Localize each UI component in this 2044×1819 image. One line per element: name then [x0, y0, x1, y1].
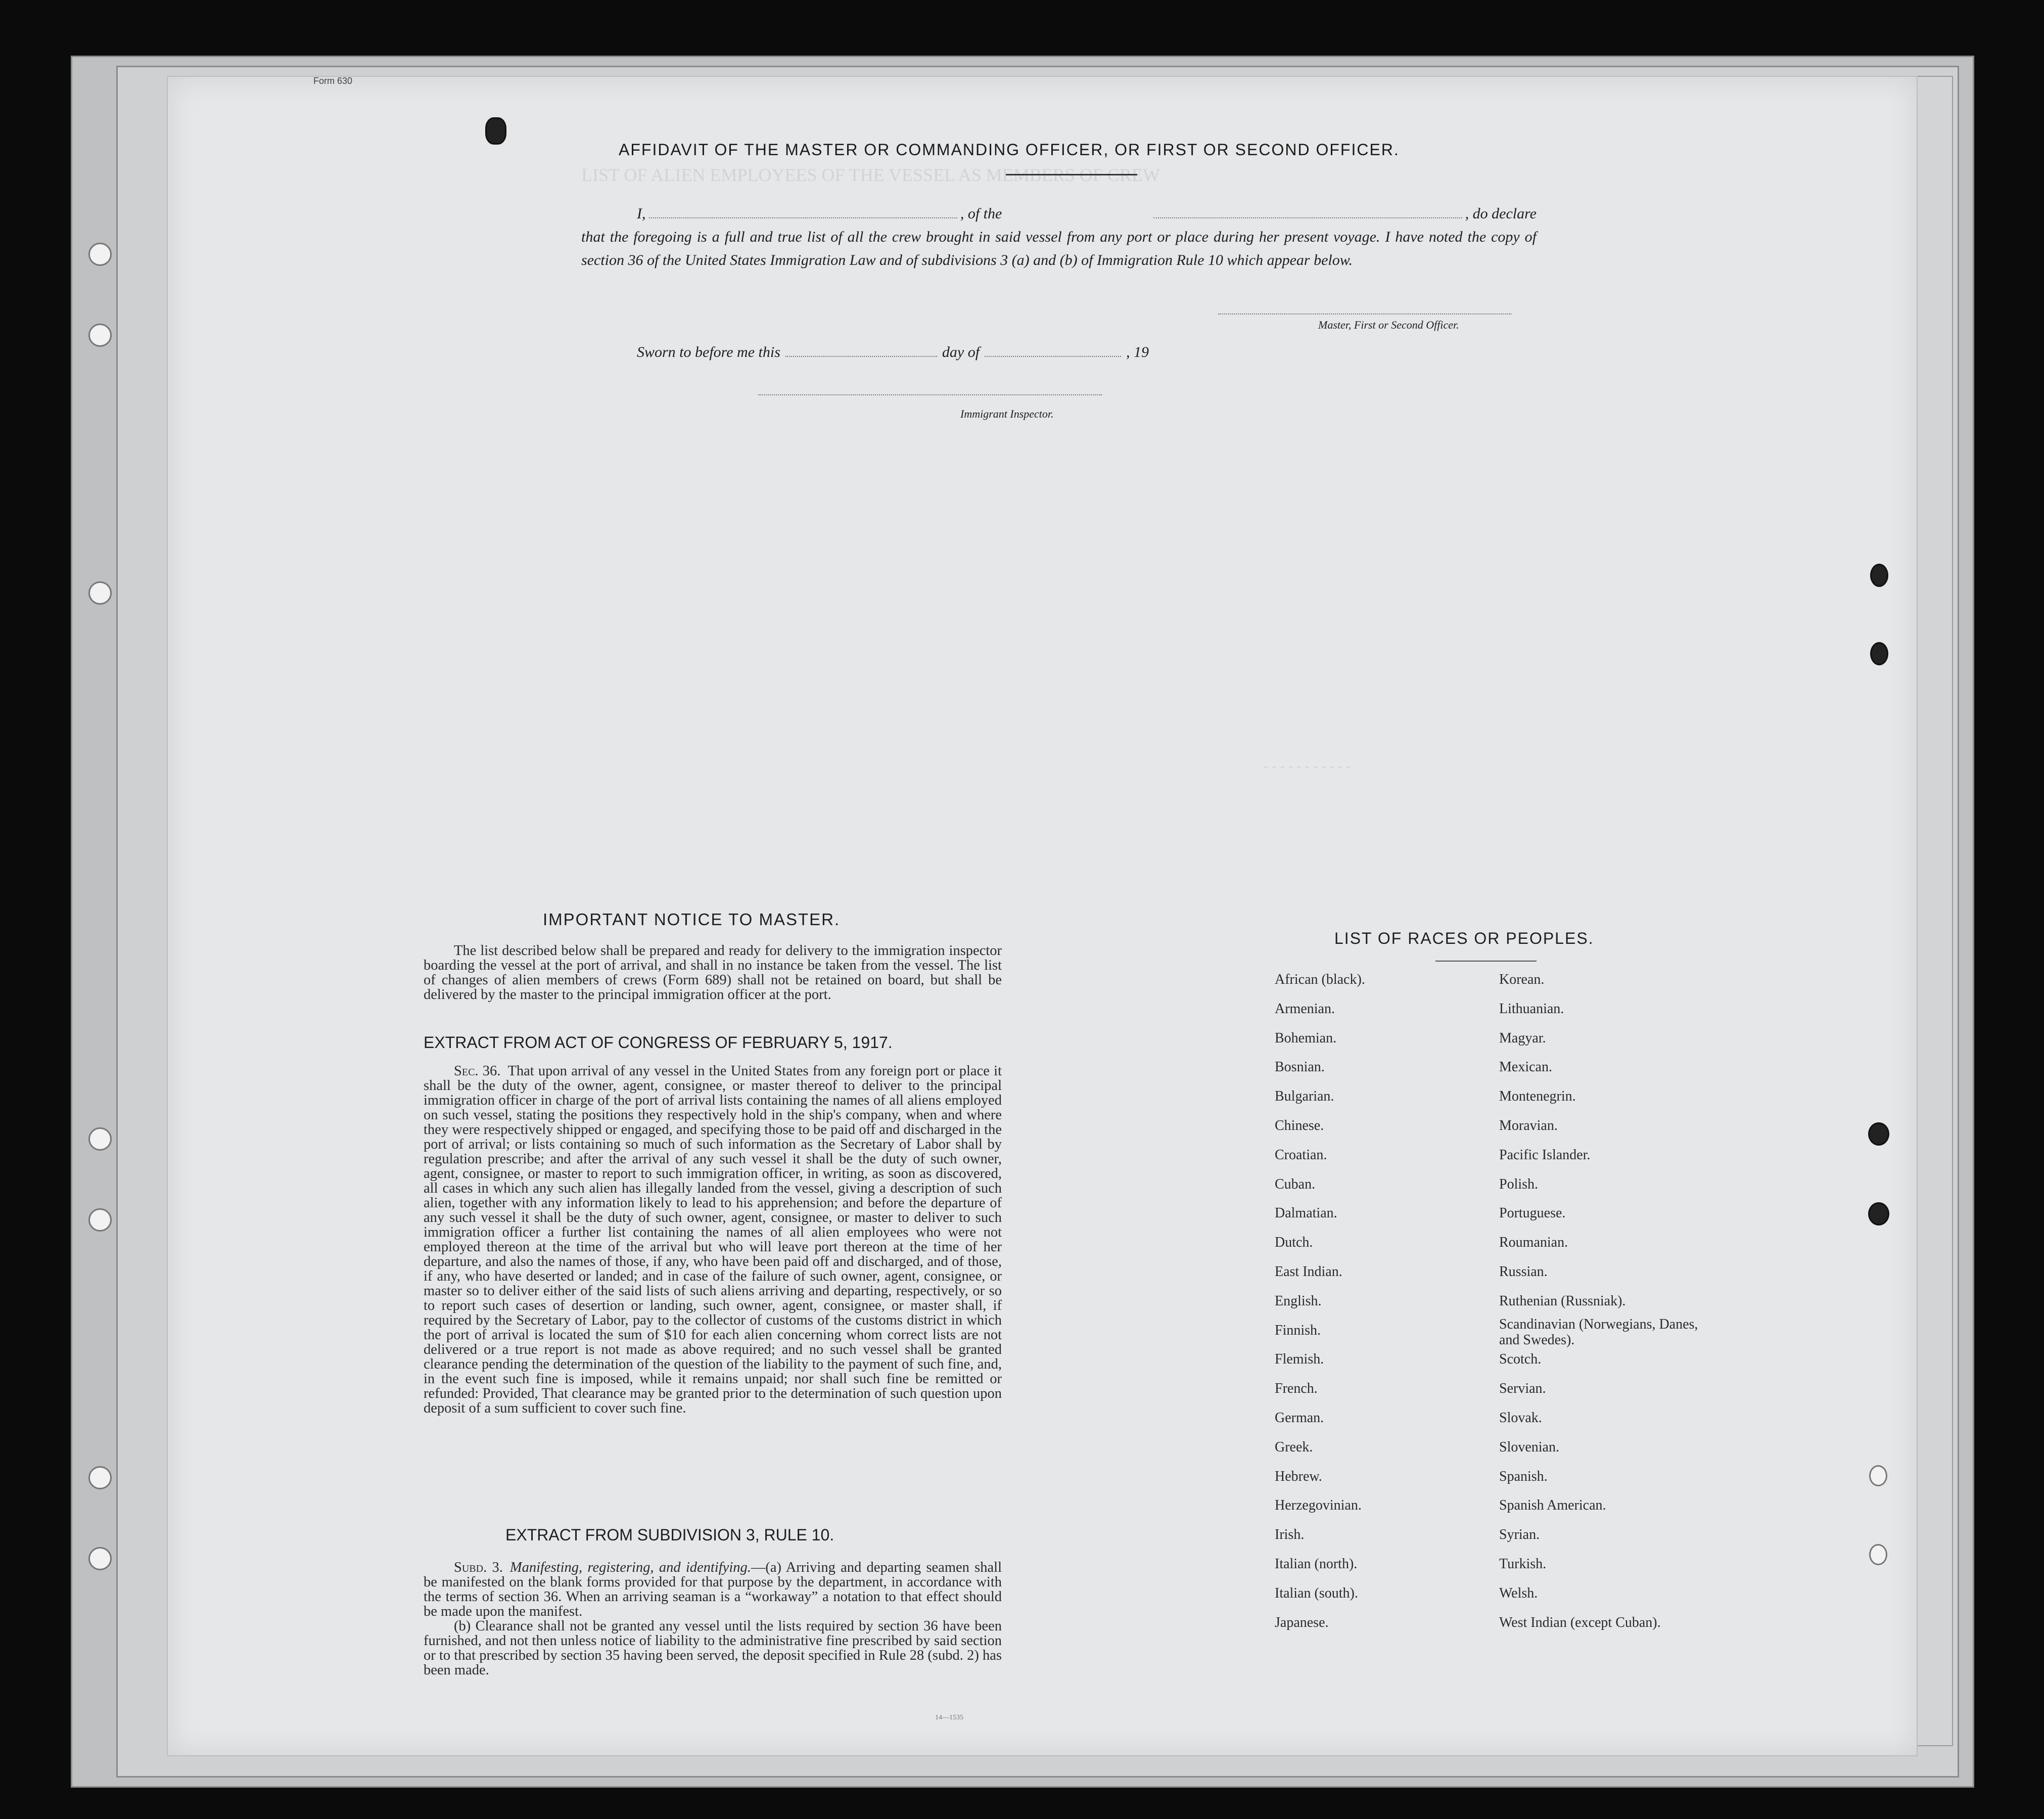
year-prefix: , 19 [1126, 344, 1149, 360]
race-item: Slovak. [1499, 1410, 1542, 1426]
race-item: Spanish American. [1499, 1497, 1606, 1514]
race-item: Japanese. [1275, 1614, 1329, 1630]
race-item: Syrian. [1499, 1527, 1540, 1543]
binder-hole [88, 1127, 112, 1151]
race-item: Hebrew. [1275, 1468, 1322, 1484]
notice-body: The list described below shall be prepared and ready for delivery to the immigration inspector boarding the vessel at the port of arrival, and shall in no instance be taken from the vessel. The list of changes of alien members of crews (Form 689) shall not be retained on board, but shall be delivered by the master to the principal immigration officer at the port. [424, 943, 1002, 1003]
race-item: Magyar. [1499, 1030, 1546, 1046]
race-item: Croatian. [1275, 1147, 1327, 1163]
race-item: French. [1275, 1381, 1318, 1397]
race-item: Flemish. [1275, 1351, 1324, 1368]
race-item: Dalmatian. [1275, 1205, 1337, 1221]
section-label: Sec. 36. [454, 1063, 501, 1079]
binder-hole [88, 581, 112, 605]
affidavit-body [581, 202, 1537, 272]
bleed-through: LIST OF ALIEN EMPLOYEES OF THE VESSEL AS MEMBERS OF CREW [581, 165, 1160, 185]
races-rule [1435, 961, 1537, 962]
race-item: Herzegovinian. [1275, 1497, 1362, 1514]
binder-hole [88, 243, 112, 266]
races-title: LIST OF RACES OR PEOPLES. [1334, 929, 1594, 947]
master-signature-line[interactable] [1218, 313, 1511, 314]
race-item: Ruthenian (Russniak). [1499, 1293, 1626, 1309]
inspector-caption: Immigrant Inspector. [960, 407, 1054, 420]
vessel-name-field[interactable] [1153, 217, 1462, 218]
declaration-line [581, 202, 1537, 225]
binder-edge [1916, 76, 1953, 1746]
title-rule [1006, 174, 1137, 175]
race-item: German. [1275, 1410, 1324, 1426]
race-item: African (black). [1275, 972, 1365, 987]
race-item: Servian. [1499, 1381, 1546, 1397]
binder-hole [1870, 642, 1888, 665]
master-caption: Master, First or Second Officer. [1318, 319, 1459, 331]
section-36-text: That upon arrival of any vessel in the United States from any foreign port or place it shall be the duty of the owner, agent, consignee, or master thereof to deliver to the principal immigration officer in charge of the port of arrival lists containing the names of all aliens employed on such vessel, stating the positions they respectively hold in the ship's company, when and where they were respectively shipped or engaged, and specifying those to be paid off and discharged in the port of arrival; or lists containing so much of such information as the Secretary of Labor shall by regulation prescribe; and after the arrival of any such vessel it shall be the duty of such owner, agent, consignee, or master to report to such immigration officer, in writing, as soon as discovered, all cases in which any such alien has illegally landed from the vessel, giving a description of such alien, together with any information likely to lead to his apprehension; and before the departure of any such vessel it shall be the duty of such owner, agent, consignee, or master to deliver to such immigration officer a further list containing the names of all alien employees who were not employed thereon at the time of the arrival but who will leave port thereon at the time of her departure, and also the names of those, if any, who have been paid off and discharged, and of those, if any, who have deserted or landed; and in case of the failure of such owner, agent, consignee, or master so to deliver either of the said lists of such aliens arriving and departing, respectively, or so to report such cases of desertion or landing, such owner, agent, consignee, or master shall, if required by the Secretary of Labor, pay to the collector of customs of the customs district in which the port of arrival is located the sum of $10 for each alien concerning whom correct lists are not delivered or a true report is not made as above required; and no such vessel shall be granted clearance pending the determination of the question of the liability to the payment of such fine, and, in the event such fine is imposed, while it remains unpaid; nor shall such fine be remitted or refunded: Provided, That clearance may be granted prior to the determination of such question upon deposit of a sum sufficient to cover such fine. [424, 1063, 1002, 1416]
race-item: Italian (north). [1275, 1556, 1358, 1572]
race-item: Lithuanian. [1499, 1001, 1564, 1017]
binder-hole [88, 1547, 112, 1570]
binder-hole [88, 324, 112, 347]
part-a-text: —(a) Arriving and departing seamen shall be manifested on the blank forms provided for that purpose by the department, in accordance with the terms of section 36. When an arriving seaman is a “workaway” a notation to that effect should be made upon the manifest. [424, 1560, 1002, 1619]
binder-hole [88, 1466, 112, 1489]
race-item: East Indian. [1275, 1264, 1342, 1280]
do-declare-label: , do declare [1465, 205, 1537, 222]
binder-hole [1869, 1544, 1887, 1565]
act-extract-title: EXTRACT FROM ACT OF CONGRESS OF FEBRUARY 5, 1917. [424, 1033, 893, 1052]
race-item: Korean. [1499, 972, 1545, 987]
rule-extract-text [424, 1560, 1002, 1677]
declaration-text: that the foregoing is a full and true list of all the crew brought in said vessel from any port or place during her present voyage. I have noted the copy of section 36 of the United States Immigration Law and of subdivisions 3 (a) and (b) of Immigration Rule 10 which appear below. [581, 229, 1537, 268]
race-item: Montenegrin. [1499, 1088, 1576, 1105]
binder-hole [1869, 1465, 1887, 1486]
binder-hole [1868, 1122, 1889, 1146]
printer-mark: 14—1535 [935, 1714, 963, 1721]
binder-hole [1870, 564, 1888, 587]
ink-blot [485, 117, 506, 145]
race-item: Bohemian. [1275, 1030, 1337, 1046]
race-item: Chinese. [1275, 1118, 1324, 1133]
binder-hole [88, 1208, 112, 1232]
race-item: Portuguese. [1499, 1205, 1566, 1221]
race-item: Moravian. [1499, 1118, 1558, 1133]
affidavit-title: AFFIDAVIT OF THE MASTER OR COMMANDING OFFICER, OR FIRST OR SECOND OFFICER. [619, 141, 1400, 159]
sworn-day-field[interactable] [785, 356, 937, 357]
race-item: Polish. [1499, 1176, 1539, 1192]
declarant-prefix: I, [637, 205, 646, 222]
sworn-label: Sworn to before me this [637, 344, 780, 360]
rule-extract-title: EXTRACT FROM SUBDIVISION 3, RULE 10. [505, 1526, 834, 1544]
day-of-label: day of [942, 344, 980, 360]
race-item: Mexican. [1499, 1059, 1552, 1075]
race-item: Scandinavian (Norwegians, Danes, and Swedes). [1499, 1316, 1698, 1348]
race-item: Greek. [1275, 1439, 1313, 1455]
race-item: Bosnian. [1275, 1059, 1325, 1075]
race-item: Cuban. [1275, 1176, 1316, 1192]
subd-label: Subd. 3. [454, 1560, 503, 1575]
race-item: Italian (south). [1275, 1585, 1358, 1601]
race-item: Spanish. [1499, 1468, 1548, 1484]
declarant-name-field[interactable] [649, 217, 957, 218]
race-item: Armenian. [1275, 1001, 1335, 1017]
notice-text [424, 943, 1002, 1002]
race-item: West Indian (except Cuban). [1499, 1614, 1661, 1630]
act-extract-text [424, 1064, 1002, 1416]
race-item: Pacific Islander. [1499, 1147, 1591, 1163]
race-item: Slovenian. [1499, 1439, 1559, 1455]
race-item: Finnish. [1275, 1322, 1321, 1338]
document-page [167, 76, 1918, 1756]
race-item: English. [1275, 1293, 1322, 1309]
subd-heading: Manifesting, registering, and identifying. [509, 1560, 751, 1575]
of-the-label: , of the [960, 205, 1002, 222]
binder-hole [1868, 1202, 1889, 1225]
form-number: Form 630 [313, 76, 353, 86]
race-item: Welsh. [1499, 1585, 1538, 1601]
race-item: Roumanian. [1499, 1235, 1568, 1251]
race-item: Scotch. [1499, 1351, 1542, 1368]
race-item: Irish. [1275, 1527, 1305, 1543]
sworn-month-field[interactable] [985, 356, 1121, 357]
bleed-through: - - - - - - - - - - - [1264, 758, 1351, 774]
part-b-text: (b) Clearance shall not be granted any vessel until the lists required by section 36 have been furnished, and not then unless notice of liability to the administrative fine prescribed by said section or to that prescribed by section 35 having been served, the deposit specified in Rule 28 (subd. 2) has been made. [424, 1618, 1002, 1678]
sworn-line [637, 344, 1149, 361]
race-item: Russian. [1499, 1264, 1548, 1280]
notice-title: IMPORTANT NOTICE TO MASTER. [543, 910, 841, 929]
race-item: Dutch. [1275, 1235, 1313, 1251]
race-item: Bulgarian. [1275, 1088, 1334, 1105]
race-item: Turkish. [1499, 1556, 1547, 1572]
inspector-signature-line[interactable] [758, 394, 1102, 395]
